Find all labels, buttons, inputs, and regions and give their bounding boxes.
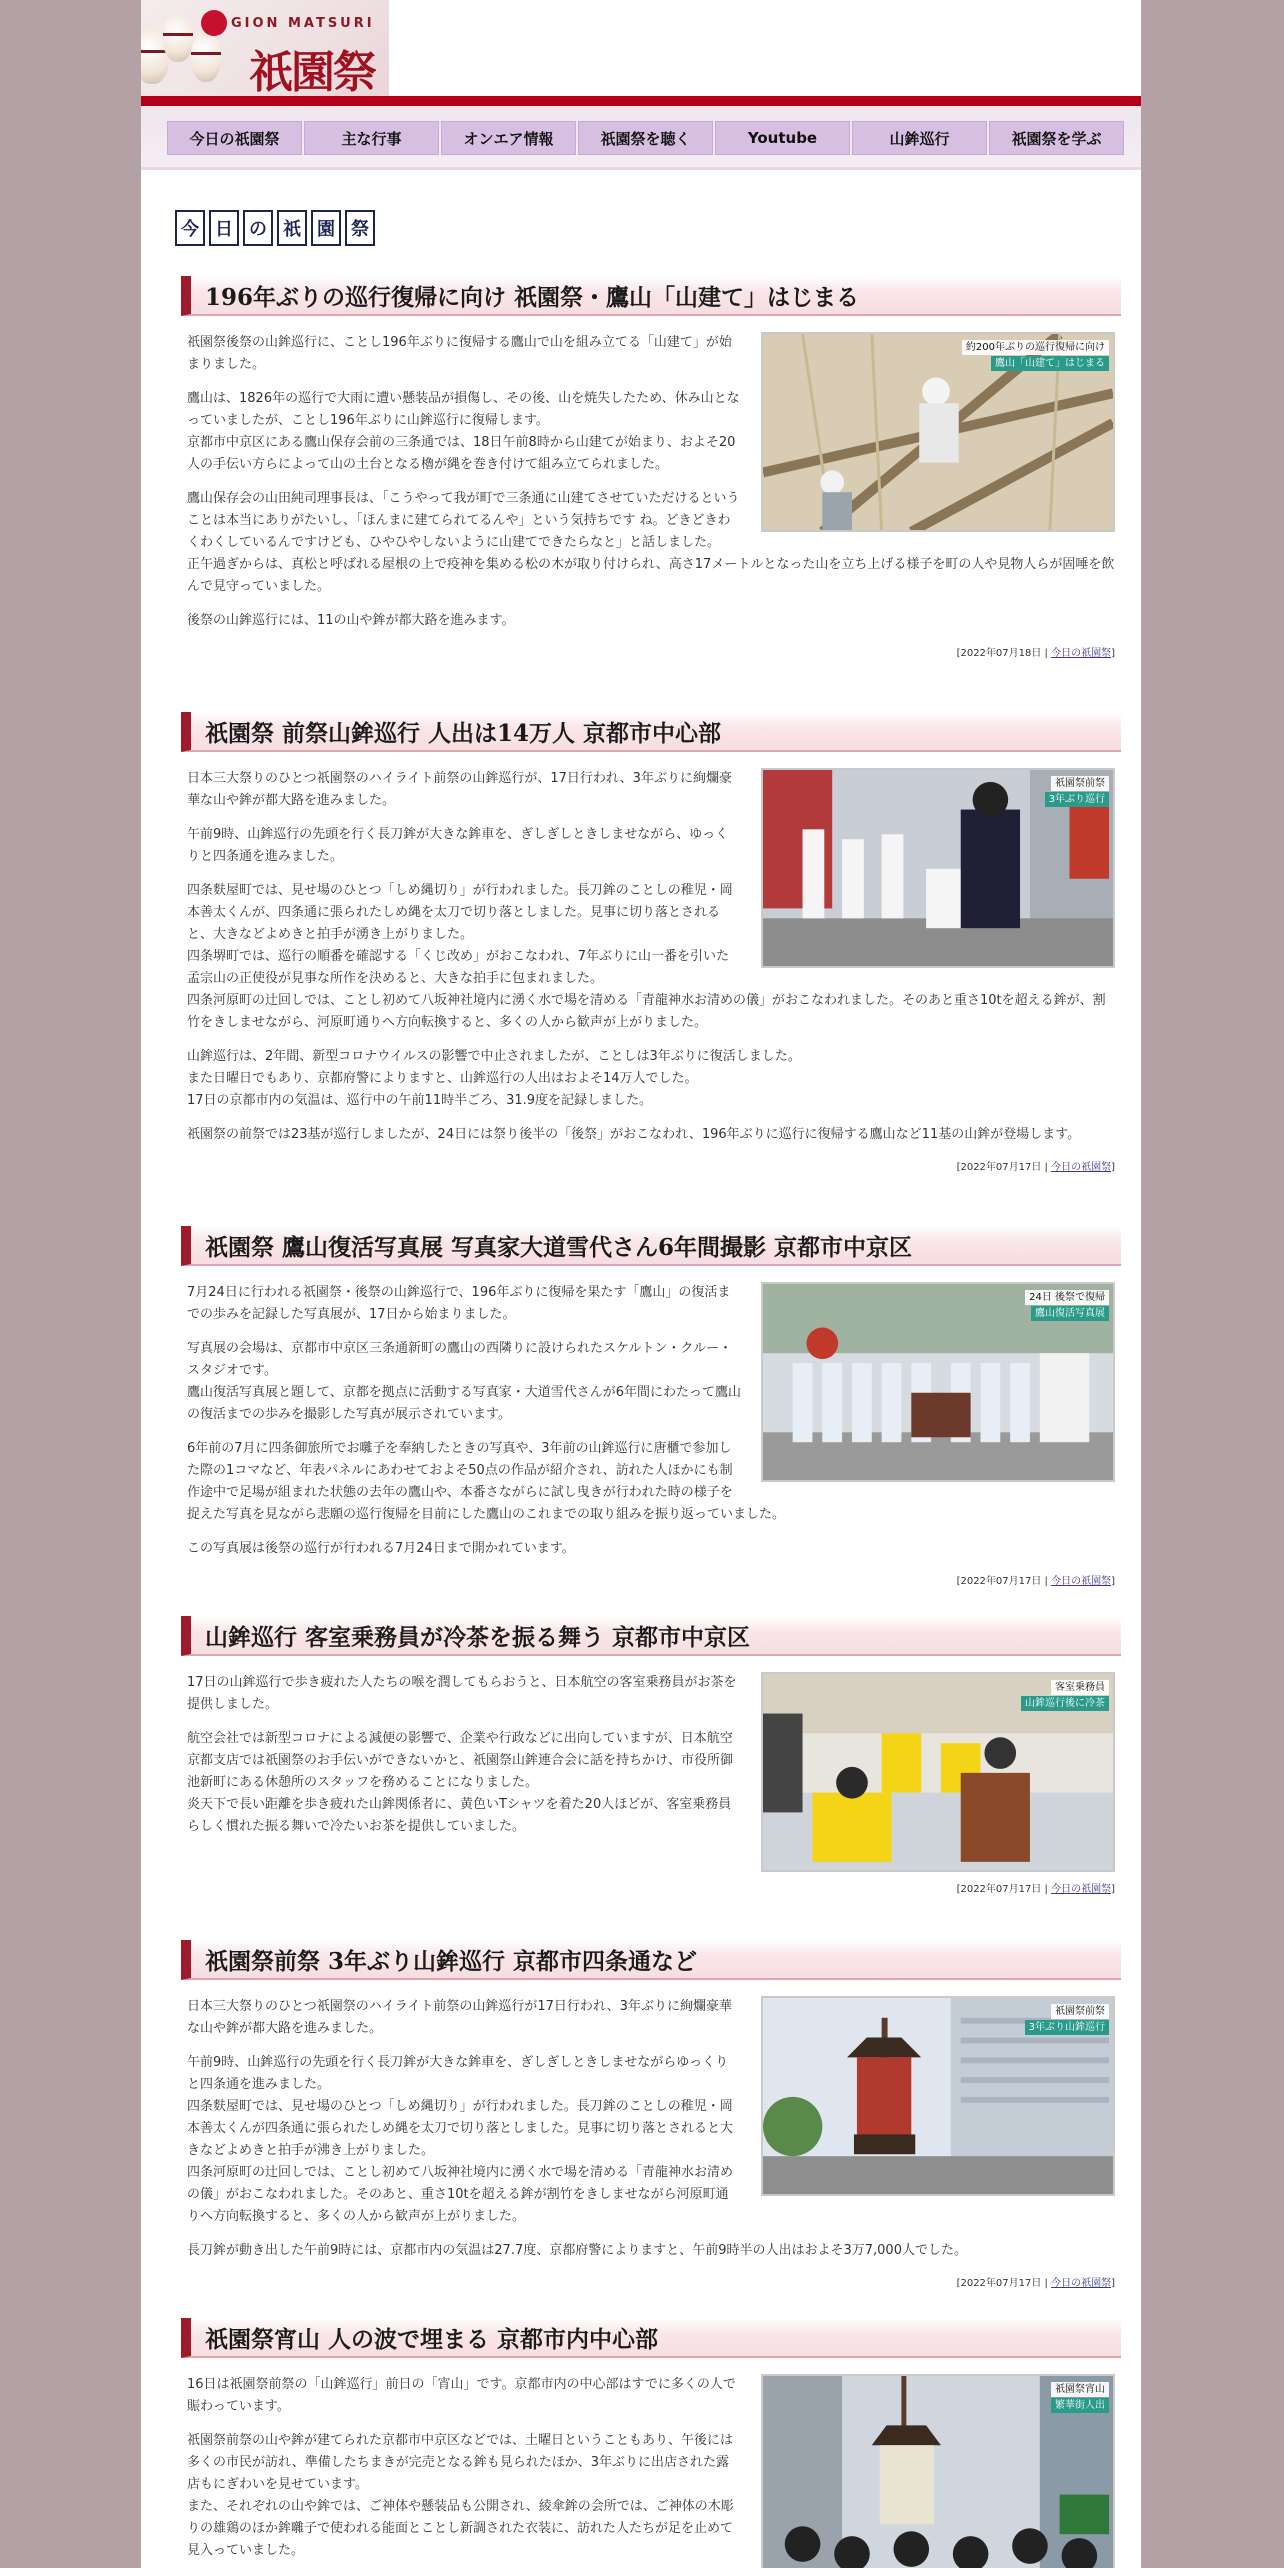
nav-item-youtube[interactable]: Youtube	[715, 121, 850, 155]
crest-icon	[201, 10, 227, 36]
article-title[interactable]: 山鉾巡行 客室乗務員が冷茶を振る舞う 京都市中京区	[181, 1616, 1121, 1656]
article-paragraph: 午前9時、山鉾巡行の先頭を行く長刀鉾が大きな鉾車を、ぎしぎしときしませながらゆっくりと四条通を進みました。	[187, 2055, 729, 2092]
article-paragraph: 17日の山鉾巡行で歩き疲れた人たちの喉を潤してもらおうと、日本航空の客室乗務員がお茶を提供しました。	[187, 1675, 737, 1712]
article-title[interactable]: 祇園祭宵山 人の波で埋まる 京都市内中心部	[181, 2318, 1121, 2358]
thumbnail-caption-sub: 鷹山復活写真展	[1031, 1306, 1109, 1321]
article-meta	[181, 644, 1121, 659]
article-thumbnail[interactable]	[761, 1672, 1115, 1872]
thumbnail-caption: 客室乗務員	[1051, 1680, 1109, 1695]
section-title	[175, 210, 379, 246]
news-article	[181, 2318, 1121, 2568]
article-paragraph: また日曜日でもあり、京都府警によりますと、山鉾巡行の人出はおよそ14万人でした。	[187, 1071, 698, 1086]
article-paragraph: また、それぞれの山や鉾では、ご神体や懸装品も公開され、綾傘鉾の会所では、ご神体の木彫りの雄鶏のほか鉾囃子で使われる能面とことし新調された衣装に、訪れた人たちが足を止めて見入っていました。	[187, 2499, 734, 2558]
thumbnail-caption: 祇園祭前祭	[1051, 2004, 1109, 2019]
article-body	[181, 1282, 1121, 1560]
nav-item-junko[interactable]: 山鉾巡行	[852, 121, 987, 155]
article-meta	[181, 1880, 1121, 1895]
article-date: [2022年07月17日 |	[956, 1884, 1052, 1895]
news-article	[181, 1940, 1121, 2289]
article-paragraph: 祇園祭前祭の山や鉾が建てられた京都市中京区などでは、土曜日ということもあり、午後には多くの市民が訪れ、準備したちまきが完売となる鉾も見られたほか、3年ぶりに出店された露店もにぎわいを見せています。	[187, 2433, 734, 2492]
article-paragraph: 四条麩屋町では、見せ場のひとつ「しめ縄切り」が行われました。長刀鉾のことしの稚児・岡本善太くんが四条通に張られたしめ縄を太刀で切り落としました。見事に切り落とされると大きなどよめきと拍手が沸き上がりました。	[187, 2099, 734, 2158]
nav-item-learn[interactable]: 祇園祭を学ぶ	[989, 121, 1124, 155]
article-date: [2022年07月17日 |	[956, 1576, 1052, 1587]
nav-item-events[interactable]: 主な行事	[304, 121, 439, 155]
article-paragraph: 鷹山は、1826年の巡行で大雨に遭い懸装品が損傷し、その後、山を焼失したため、休み山となっていましたが、ことし196年ぶりに山鉾巡行に復帰します。	[187, 391, 740, 428]
lantern-icon	[191, 32, 221, 82]
article-paragraph: 山鉾巡行は、2年間、新型コロナウイルスの影響で中止されましたが、ことしは3年ぶりに復活しました。	[187, 1049, 801, 1064]
section-title-char: の	[243, 210, 273, 246]
article-thumbnail[interactable]	[761, 1996, 1115, 2196]
article-body	[181, 768, 1121, 1146]
article-paragraph: 航空会社では新型コロナによる減便の影響で、企業や行政などに出向していますが、日本航空京都支店では祇園祭のお手伝いができないかと、祇園祭山鉾連合会に話を持ちかけ、市役所御池新町にある休憩所のスタッフを務めることになりました。	[187, 1731, 734, 1790]
article-paragraph: この写真展は後祭の巡行が行われる7月24日まで開かれています。	[187, 1541, 575, 1556]
article-meta-close: ]	[1111, 2278, 1115, 2289]
header-divider	[141, 96, 1141, 106]
logo-japanese: 祇園祭	[249, 47, 375, 96]
article-paragraph: 写真展の会場は、京都市中京区三条通新町の鷹山の西隣りに設けられたスケルトン・クルー・スタジオです。	[187, 1341, 732, 1378]
news-article	[181, 1616, 1121, 1895]
article-title[interactable]: 祇園祭前祭 3年ぶり山鉾巡行 京都市四条通など	[181, 1940, 1121, 1980]
article-date: [2022年07月17日 |	[956, 1162, 1052, 1173]
article-body	[181, 1672, 1121, 1838]
site-header	[141, 0, 1141, 96]
logo-english: GION MATSURI	[231, 16, 375, 31]
nav-bar	[141, 106, 1141, 170]
article-title[interactable]: 196年ぶりの巡行復帰に向け 祇園祭・鷹山「山建て」はじまる	[181, 276, 1121, 316]
thumbnail-caption: 祇園祭前祭	[1051, 776, 1109, 791]
article-thumbnail[interactable]	[761, 2374, 1115, 2568]
article-meta	[181, 2274, 1121, 2289]
article-paragraph: 炎天下で長い距離を歩き疲れた山鉾関係者に、黄色いTシャツを着た20人ほどが、客室乗務員らしく慣れた振る舞いで冷たいお茶を提供していました。	[187, 1797, 732, 1834]
section-title-char: 祇	[277, 210, 307, 246]
category-link[interactable]: 今日の祇園祭	[1051, 1162, 1112, 1173]
thumbnail-caption-sub: 3年ぶり山鉾巡行	[1025, 2020, 1109, 2035]
article-paragraph: 7月24日に行われる祇園祭・後祭の山鉾巡行で、196年ぶりに復帰を果たす「鷹山」の復活までの歩みを記録した写真展が、17日から始まりました。	[187, 1285, 731, 1322]
article-paragraph: 四条堺町では、巡行の順番を確認する「くじ改め」がおこなわれ、7年ぶりに山一番を引いた孟宗山の正使役が見事な所作を決めると、大きな拍手に包まれました。	[187, 949, 730, 986]
article-title[interactable]: 祇園祭 前祭山鉾巡行 人出は14万人 京都市中心部	[181, 712, 1121, 752]
article-paragraph: 京都市中京区にある鷹山保存会前の三条通では、18日午前8時から山建てが始まり、およそ20人の手伝い方らによって山の土台となる櫓が縄を巻き付けて組み立てられました。	[187, 435, 736, 472]
article-body	[181, 1996, 1121, 2262]
section-title-char: 祭	[345, 210, 375, 246]
article-thumbnail[interactable]	[761, 332, 1115, 532]
section-title-char: 日	[209, 210, 239, 246]
article-paragraph: 四条麩屋町では、見せ場のひとつ「しめ縄切り」が行われました。長刀鉾のことしの稚児・岡本善太くんが、四条通に張られたしめ縄を太刀で切り落としました。見事に切り落とされると、大きなどよめきと拍手が湧き上がりました。	[187, 883, 733, 942]
section-title-char: 今	[175, 210, 205, 246]
article-meta-close: ]	[1111, 1884, 1115, 1895]
article-paragraph: 四条河原町の辻回しでは、ことし初めて八坂神社境内に湧く水で場を清める「青龍神水お清めの儀」がおこなわれました。そのあと重さ10tを超える鉾が、割竹をきしませながら、河原町通りへ方向転換すると、多くの人から歓声が上がりました。	[187, 993, 1106, 1030]
article-paragraph: 16日は祇園祭前祭の「山鉾巡行」前日の「宵山」です。京都市内の中心部はすでに多くの人で賑わっています。	[187, 2377, 736, 2414]
article-paragraph: 後祭の山鉾巡行には、11の山や鉾が都大路を進みます。	[187, 613, 515, 628]
article-thumbnail[interactable]	[761, 768, 1115, 968]
article-paragraph: 6年前の7月に四条御旅所でお囃子を奉納したときの写真や、3年前の山鉾巡行に唐櫃で参加した際の1コマなど、年表パネルにあわせておよそ50点の作品が紹介され、訪れた人ほかにも制作途中で足場が組まれた状態の去年の鷹山や、本番さながらに試し曳きが行われた時の様子を捉えた写真を見ながら悲願の巡行復帰を目前にした鷹山のこれまでの取り組みを振り返っていました。	[187, 1441, 786, 1522]
article-meta-close: ]	[1111, 648, 1115, 659]
category-link[interactable]: 今日の祇園祭	[1051, 2278, 1112, 2289]
nav-item-listen[interactable]: 祇園祭を聴く	[578, 121, 713, 155]
news-article	[181, 276, 1121, 659]
category-link[interactable]: 今日の祇園祭	[1051, 648, 1112, 659]
article-meta-close: ]	[1111, 1162, 1115, 1173]
lantern-icon	[163, 14, 193, 62]
category-link[interactable]: 今日の祇園祭	[1051, 1884, 1112, 1895]
article-date: [2022年07月17日 |	[956, 2278, 1052, 2289]
article-paragraph: 日本三大祭りのひとつ祇園祭のハイライト前祭の山鉾巡行が17日行われ、3年ぶりに絢爛豪華な山や鉾が都大路を進みました。	[187, 1999, 732, 2036]
thumbnail-caption-sub: 繁華街人出	[1051, 2398, 1109, 2413]
category-link[interactable]: 今日の祇園祭	[1051, 1576, 1112, 1587]
article-thumbnail[interactable]	[761, 1282, 1115, 1482]
article-paragraph: 祇園祭後祭の山鉾巡行に、ことし196年ぶりに復帰する鷹山で山を組み立てる「山建て」が始まりました。	[187, 335, 732, 372]
thumbnail-caption-sub: 3年ぶり巡行	[1045, 792, 1109, 807]
thumbnail-caption-sub: 山鉾巡行後に冷茶	[1021, 1696, 1109, 1711]
site-logo[interactable]	[141, 0, 389, 96]
section-title-char: 園	[311, 210, 341, 246]
article-paragraph: 午前9時、山鉾巡行の先頭を行く長刀鉾が大きな鉾車を、ぎしぎしときしませながら、ゆっくりと四条通を進みました。	[187, 827, 729, 864]
article-paragraph: 鷹山保存会の山田純司理事長は、「こうやって我が町で三条通に山建てさせていただけるということは本当にありがたいし、「ほんまに建てられてるんや」という気持ちです ね。どきどきわくわくしているんですけども、ひやひやしないように山建てできたらなと」と話しました。	[187, 491, 740, 550]
article-paragraph: 長刀鉾が動き出した午前9時には、京都市内の気温は27.7度、京都府警によりますと、午前9時半の人出はおよそ3万7,000人でした。	[187, 2243, 967, 2258]
nav-item-onair[interactable]: オンエア情報	[441, 121, 576, 155]
thumbnail-caption: 祇園祭宵山	[1051, 2382, 1109, 2397]
article-paragraph: 鷹山復活写真展と題して、京都を拠点に活動する写真家・大道雪代さんが6年間にわたって鷹山の復活までの歩みを撮影した写真が展示されています。	[187, 1385, 742, 1422]
thumbnail-caption: 24日 後祭で復帰	[1025, 1290, 1109, 1305]
article-paragraph: 日本三大祭りのひとつ祇園祭のハイライト前祭の山鉾巡行が、17日行われ、3年ぶりに絢爛豪華な山や鉾が都大路を進みました。	[187, 771, 732, 808]
thumbnail-caption: 約200年ぶりの巡行復帰に向け	[962, 340, 1109, 355]
thumbnail-caption-sub: 鷹山「山建て」はじまる	[991, 356, 1109, 371]
article-meta	[181, 1158, 1121, 1173]
article-body	[181, 332, 1121, 632]
article-paragraph: 正午過ぎからは、真松と呼ばれる屋根の上で疫神を集める松の木が取り付けられ、高さ17メートルとなった山を立ち上げる様子を町の人や見物人らが固唾を飲んで見守っていました。	[187, 557, 1115, 594]
nav-item-today[interactable]: 今日の祇園祭	[167, 121, 302, 155]
article-body	[181, 2374, 1121, 2562]
news-article	[181, 1226, 1121, 1587]
article-title[interactable]: 祇園祭 鷹山復活写真展 写真家大道雪代さん6年間撮影 京都市中京区	[181, 1226, 1121, 1266]
article-meta	[181, 1572, 1121, 1587]
news-article	[181, 712, 1121, 1173]
article-paragraph: 祇園祭の前祭では23基が巡行しましたが、24日には祭り後半の「後祭」がおこなわれ、196年ぶりに巡行に復帰する鷹山など11基の山鉾が登場します。	[187, 1127, 1081, 1142]
article-meta-close: ]	[1111, 1576, 1115, 1587]
page	[141, 0, 1141, 2568]
article-date: [2022年07月18日 |	[956, 648, 1052, 659]
article-paragraph: 四条河原町の辻回しでは、ことし初めて八坂神社境内に湧く水で場を清める「青龍神水お清めの儀」がおこなわれました。そのあと、重さ10tを超える鉾が割竹をきしませながら河原町通りへ方向転換すると、多くの人から歓声が上がりました。	[187, 2165, 734, 2224]
article-paragraph: 17日の京都市内の気温は、巡行中の午前11時半ごろ、31.9度を記録しました。	[187, 1093, 653, 1108]
